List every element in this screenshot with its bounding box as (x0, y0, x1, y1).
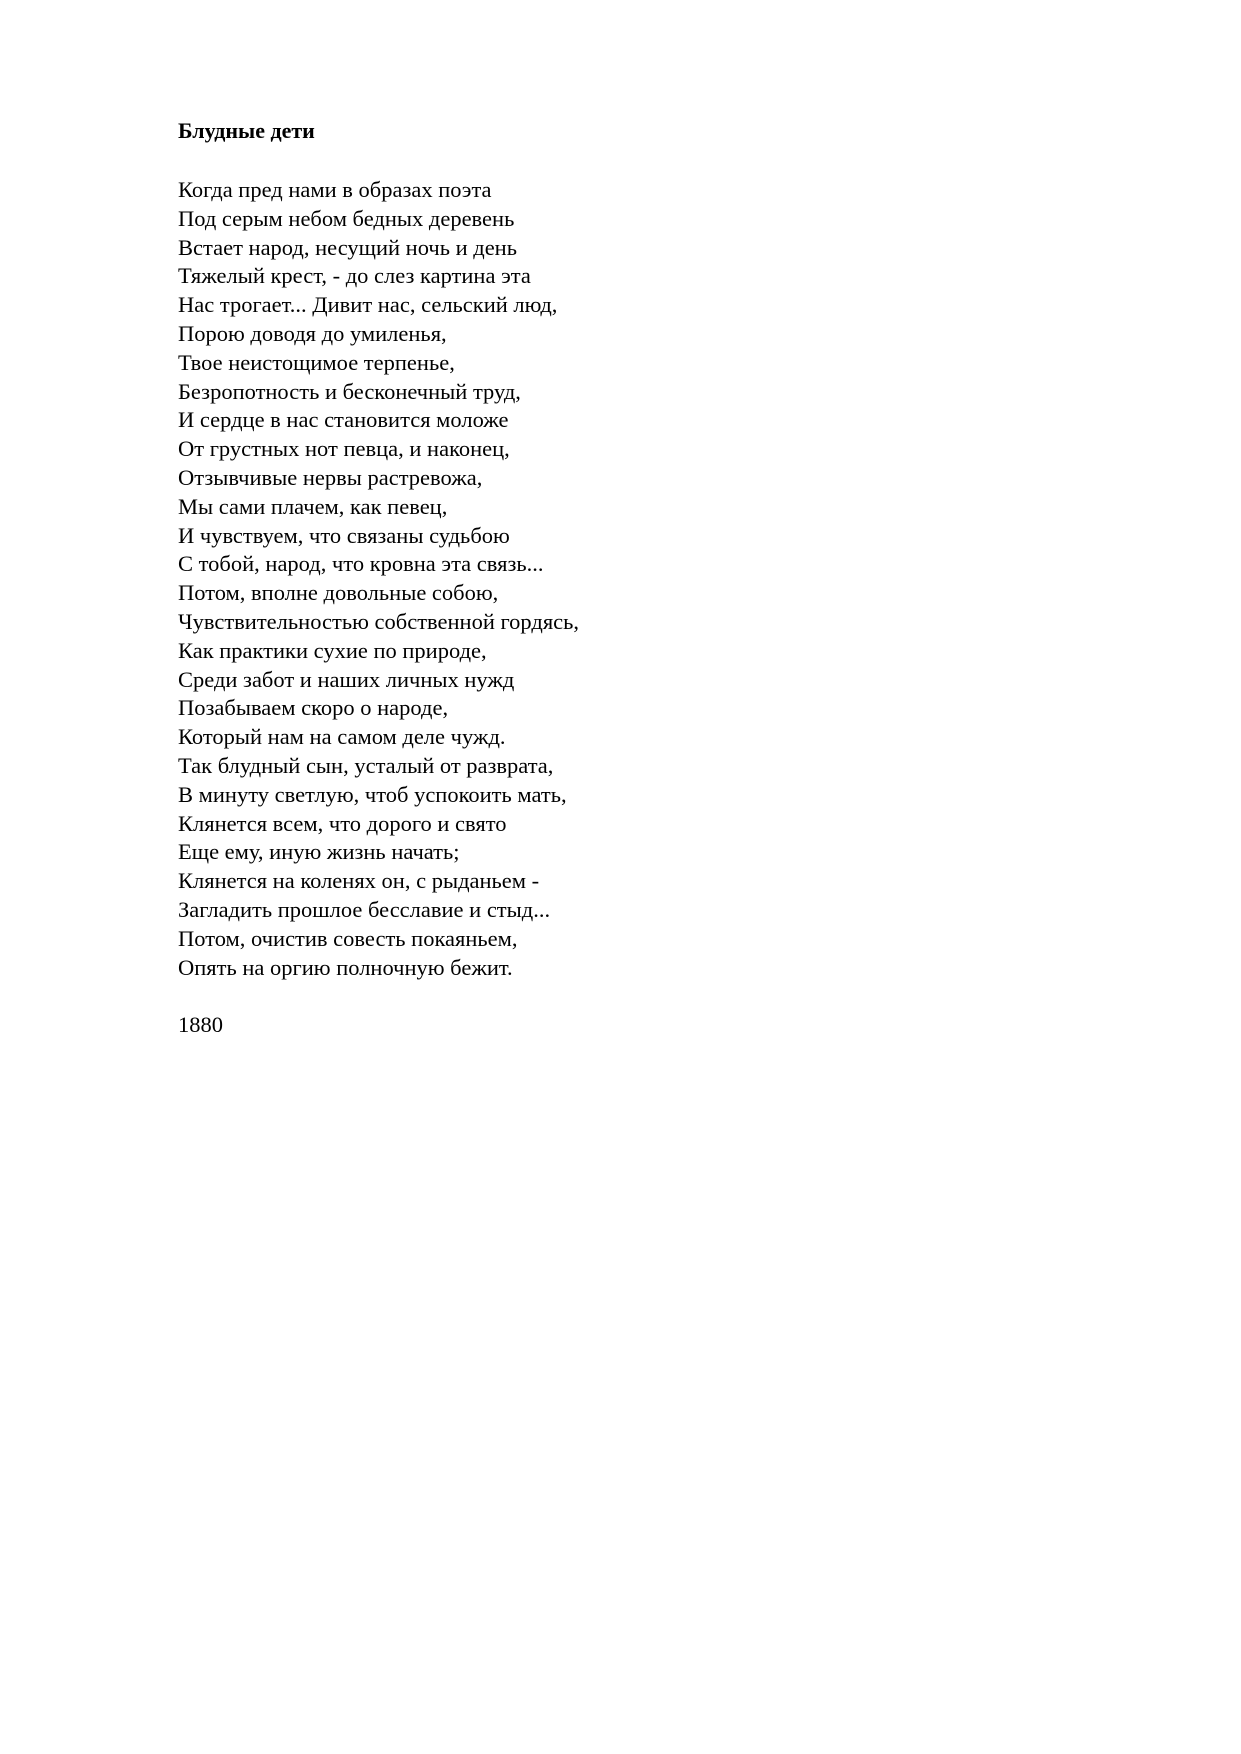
poem-line: Твое неистощимое терпенье, (178, 349, 455, 375)
poem-title: Блудные дети (178, 118, 315, 143)
poem-line: Когда пред нами в образах поэта (178, 177, 492, 202)
poem-line: Отзывчивые нервы растревожа, (178, 464, 483, 490)
poem-line: Загладить прошлое бесславие и стыд... (178, 896, 551, 922)
poem-line: Тяжелый крест, - до слез картина эта (178, 263, 531, 289)
poem-line: Позабываем скоро о народе, (178, 695, 449, 721)
poem-line: Еще ему, иную жизнь начать; (178, 839, 460, 865)
poem-line: Который нам на самом деле чужд. (178, 724, 506, 750)
poem-line: И сердце в нас становится моложе (178, 407, 509, 433)
poem-year: 1880 (178, 1012, 223, 1037)
poem-line: В минуту светлую, чтоб успокоить мать, (178, 781, 567, 807)
poem-line: С тобой, народ, что кровна эта связь... (178, 551, 544, 577)
poem-line: Опять на оргию полночную бежит. (178, 954, 513, 980)
poem-line: От грустных нот певца, и наконец, (178, 436, 510, 462)
poem-line: Чувствительностью собственной гордясь, (178, 608, 580, 634)
poem-line: И чувствуем, что связаны судьбою (178, 522, 510, 548)
poem-line: Так блудный сын, усталый от разврата, (178, 752, 554, 778)
poem-line: Потом, вполне довольные собою, (178, 580, 499, 606)
poem-line: Под серым небом бедных деревень (178, 205, 515, 231)
poem-line: Мы сами плачем, как певец, (178, 493, 448, 519)
poem-line: Потом, очистив совесть покаяньем, (178, 925, 518, 951)
poem-line: Среди забот и наших личных нужд (178, 666, 515, 692)
poem-line: Как практики сухие по природе, (178, 637, 487, 663)
poem-line: Безропотность и бесконечный труд, (178, 378, 521, 404)
poem-line: Клянется на коленях он, с рыданьем - (178, 868, 540, 894)
poem-line: Клянется всем, что дорого и свято (178, 810, 507, 836)
poem-body (178, 176, 579, 982)
poem-line: Порою доводя до умиленья, (178, 320, 447, 346)
poem-line: Нас трогает... Дивит нас, сельский люд, (178, 292, 558, 318)
poem-line: Встает народ, несущий ночь и день (178, 234, 517, 260)
